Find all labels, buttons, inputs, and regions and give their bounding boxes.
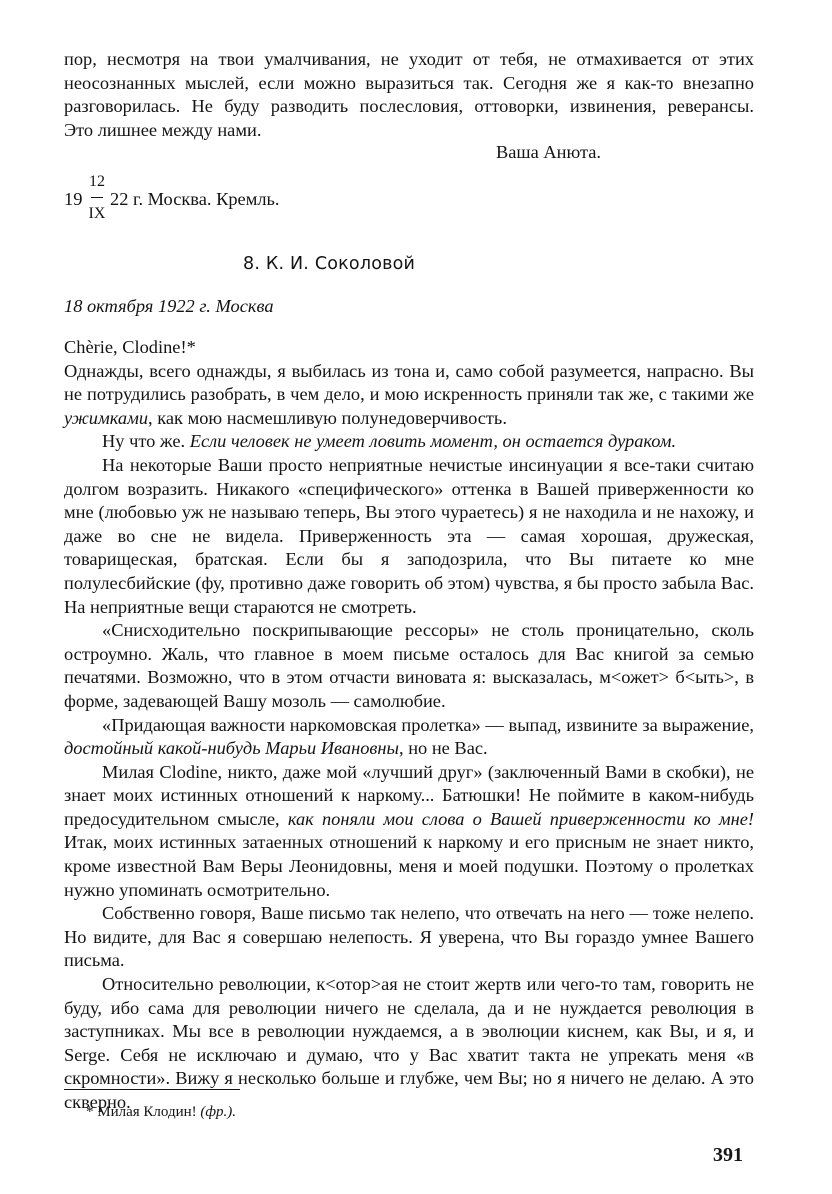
text-line: Это лишнее между нами. xyxy=(64,119,262,140)
letter-date: 18 октября 1922 г. Москва xyxy=(64,296,274,316)
text-line: неосознанных мыслей, если можно выразиться так. Сегодня же я как-то внезапно xyxy=(64,72,754,93)
paragraph: На некоторые Ваши просто неприятные нечистые инсинуации я все-таки считаю долгом возразить. Никакого «специфического» оттенка в Вашей приверженности ко мне (любовью уж не называю теперь, Вы этого чураетесь) я не находила и не нахожу, и даже во сне не видела. Приверженность эта — самая хорошая, дружеская, товарищеская, братская. Если бы я заподозрила, что Вы питаете ко мне полулесбийские (фу, противно даже говорить об этом) чувства, я бы просто забыла Вас. На неприятные вещи стараются не смотреть. xyxy=(64,454,754,617)
paragraph: «Снисходительно поскрипывающие рессоры» не столь проницательно, сколь остроумно. Жаль, что главное в моем письме осталось для Вас книгой за семью печатями. Возможно, что в этом отчасти виновата я: высказалась, м<ожет> б<ыть>, в форме, задевающей Вашу мозоль — самолюбие. xyxy=(64,620,754,711)
footnote: * Милая Клодин! (фр.). xyxy=(86,1104,237,1120)
date-place: 22 г. Москва. Кремль. xyxy=(110,189,280,209)
date-day: 12 xyxy=(89,173,105,190)
paragraph: Относительно революции, к<отор>ая не стоит жертв или чего-то там, говорить не буду, ибо сама для революции ничего не сделала, да и не нуждается революция в заступниках. Мы все в революции нуждаемся, а в эволюции киснем, как Вы, и я, и Serge. Себя не исключаю и думаю, что у Вас хватит такта не упрекать меня «в скромности». Вижу я несколько больше и глубже, чем Вы; но я ничего не делаю. А это скверно. xyxy=(64,974,754,1112)
letter-body xyxy=(64,336,754,1115)
salutation: Chèrie, Clodine!* xyxy=(64,337,196,357)
paragraph: Ну что же. Если человек не умеет ловить момент, он остается дураком. xyxy=(102,431,677,452)
page-number: 391 xyxy=(713,1144,743,1166)
signature: Ваша Анюта. xyxy=(496,142,601,162)
fraction-bar xyxy=(91,197,103,198)
footnote-divider xyxy=(64,1089,240,1090)
paragraph: «Придающая важности наркомовская пролетка» — выпад, извините за выражение, достойный какой-нибудь Марьи Ивановны, но не Вас. xyxy=(64,714,754,759)
paragraph: Милая Clodine, никто, даже мой «лучший друг» (заключенный Вами в скобки), не знает моих истинных отношений к наркому... Батюшки! Не поймите в каком-нибудь предосудительном смысле, как поняли мои слова о Вашей приверженности ко мне! Итак, моих истинных затаенных отношений к наркому и его присным не знает никто, кроме известной Вам Веры Леонидовны, меня и моей подушки. Поэтому о пролетках нужно упоминать осмотрительно. xyxy=(64,761,754,900)
date-year-prefix: 19 xyxy=(64,189,83,209)
previous-letter-ending xyxy=(64,48,754,142)
text-line: разговорилась. Не буду разводить послесловия, оттоворки, извинения, реверансы. xyxy=(64,96,754,117)
letter-heading: 8. К. И. Соколовой xyxy=(243,254,416,274)
letter-date-line xyxy=(64,172,464,228)
date-month: IX xyxy=(88,205,106,222)
paragraph: Собственно говоря, Ваше письмо так нелепо, что отвечать на него — тоже нелепо. Но видите, для Вас я совершаю нелепость. Я уверена, что Вы гораздо умнее Вашего письма. xyxy=(64,903,754,971)
paragraph: Однажды, всего однажды, я выбилась из тона и, само собой разумеется, напрасно. Вы не потрудились разобрать, в чем дело, и мою искренность приняли так же, с такими же ужимками, как мою насмешливую полунедоверчивость. xyxy=(64,360,754,428)
text-line: пор, несмотря на твои умалчивания, не уходит от тебя, не отмахивается от этих xyxy=(64,49,754,69)
